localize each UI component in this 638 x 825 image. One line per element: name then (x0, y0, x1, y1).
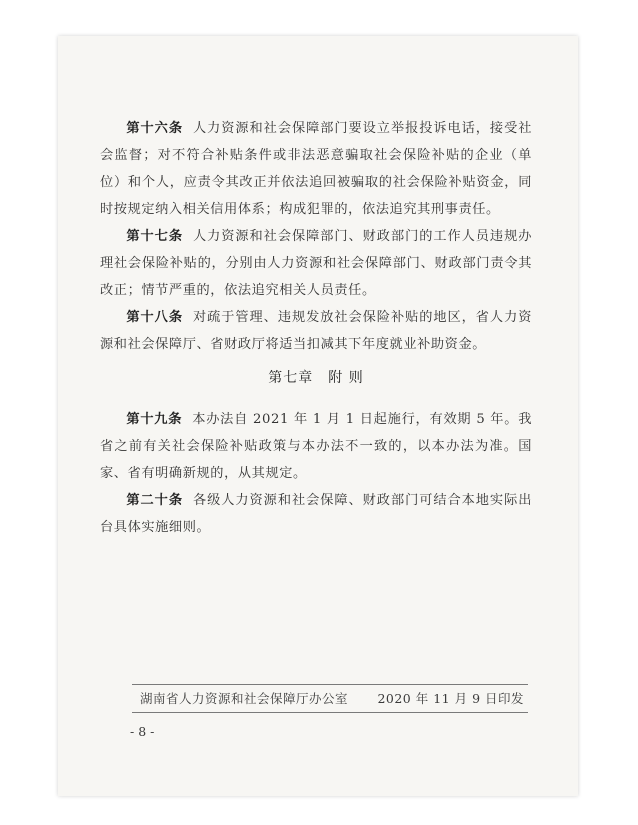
article-17-text: 人力资源和社会保障部门、财政部门的工作人员违规办理社会保险补贴的，分别由人力资源和社会保障部门、财政部门责令其改正；情节严重的，依法追究相关人员责任。 (100, 229, 532, 298)
page-number: - 8 - (130, 724, 155, 739)
issuance-footer (140, 690, 524, 708)
article-20-number: 第二十条 (126, 493, 183, 508)
article-19-number: 第十九条 (126, 412, 183, 427)
footer-top-rule (132, 684, 528, 685)
article-17-number: 第十七条 (126, 229, 183, 244)
document-body (100, 115, 532, 541)
chapter-title: 第七章 附 则 (268, 370, 364, 386)
article-16-text: 人力资源和社会保障部门要设立举报投诉电话，接受社会监督；对不符合补贴条件或非法恶意骗取社会保险补贴的企业（单位）和个人，应责令其改正并依法追回被骗取的社会保险补贴资金，同时按规定纳入相关信用体系；构成犯罪的，依法追究其刑事责任。 (100, 121, 532, 217)
article-17 (100, 223, 532, 304)
article-18-number: 第十八条 (126, 310, 183, 325)
article-16 (100, 115, 532, 223)
article-19 (100, 406, 532, 487)
footer-bottom-rule (132, 712, 528, 713)
issuer-name: 湖南省人力资源和社会保障厅办公室 (140, 691, 349, 706)
article-20-text: 各级人力资源和社会保障、财政部门可结合本地实际出台具体实施细则。 (100, 493, 532, 535)
article-19-text: 本办法自 2021 年 1 月 1 日起施行，有效期 5 年。我省之前有关社会保险补贴政策与本办法不一致的，以本办法为准。国家、省有明确新规的，从其规定。 (100, 412, 532, 481)
article-20 (100, 487, 532, 541)
issue-date: 2020 年 11 月 9 日印发 (377, 691, 524, 706)
article-16-number: 第十六条 (126, 121, 183, 136)
article-18-text: 对疏于管理、违规发放社会保险补贴的地区，省人力资源和社会保障厅、省财政厅将适当扣减其下年度就业补助资金。 (100, 310, 532, 352)
article-18 (100, 304, 532, 358)
